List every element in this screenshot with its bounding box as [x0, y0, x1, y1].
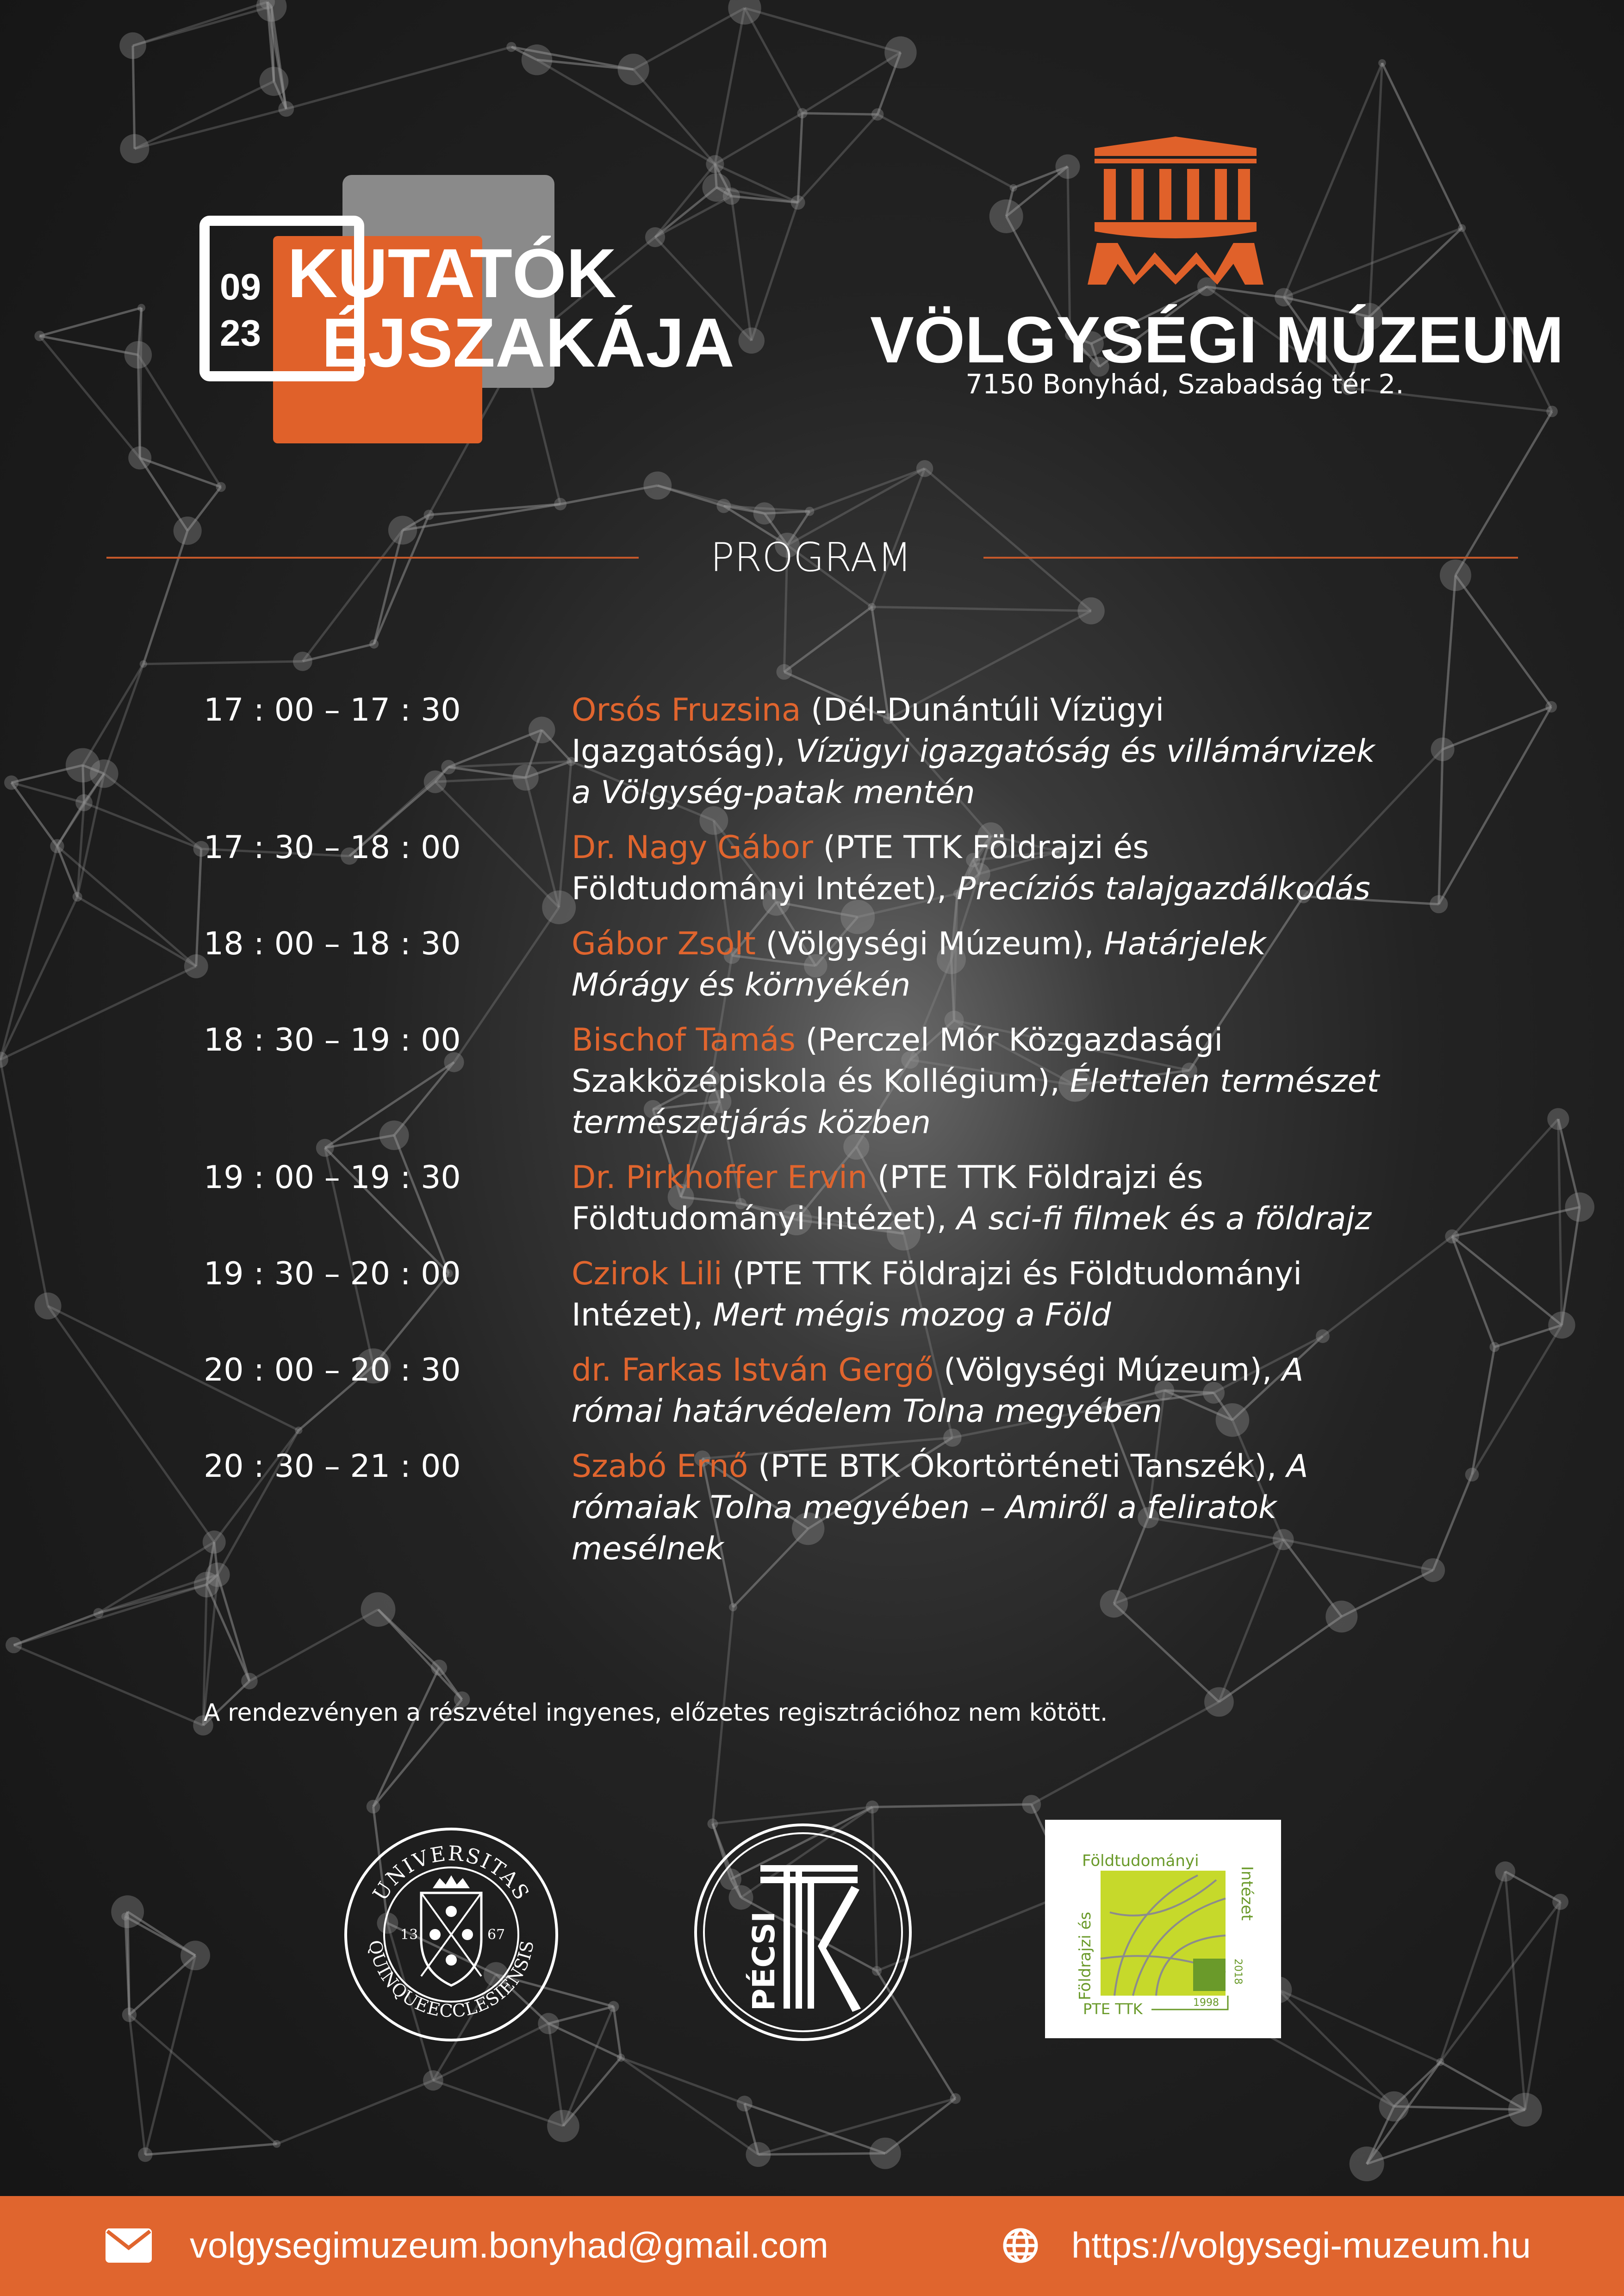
talk-title: Élettelen természet természetjárás közben	[572, 1063, 1380, 1141]
speaker-affiliation: (PTE TTK Földrajzi és Földtudományi Intézet),	[572, 1159, 1203, 1237]
institute-word1: Földtudományi	[1082, 1852, 1199, 1870]
seal-top-text: UNIVERSITAS	[368, 1842, 535, 1905]
schedule-time: 19 : 00 – 19 : 30	[204, 1159, 461, 1196]
talk-title: Precíziós talajgazdálkodás	[957, 871, 1370, 907]
speaker-affiliation: (Völgységi Múzeum),	[933, 1352, 1282, 1388]
schedule-time: 18 : 00 – 18 : 30	[204, 926, 461, 962]
seal-left-number: 13	[400, 1927, 418, 1943]
institute-word3: Földrajzi és	[1076, 1911, 1095, 2000]
speaker-affiliation: (PTE TTK Földrajzi és Földtudományi Intézet),	[572, 829, 1149, 907]
schedule-time: 20 : 00 – 20 : 30	[204, 1352, 461, 1388]
schedule-row	[204, 690, 1425, 813]
speaker-name: Dr. Pirkhoffer Ervin	[572, 1159, 868, 1196]
schedule-description	[572, 827, 1386, 909]
schedule	[204, 690, 1425, 1583]
svg-text:UNIVERSITAS	[368, 1842, 534, 1905]
institute-year-right: 2018	[1232, 1959, 1244, 1985]
seal-right-number: 67	[487, 1927, 505, 1943]
schedule-row	[204, 1253, 1425, 1336]
logo-date-top: 09	[220, 266, 261, 307]
talk-title: A rómaiak Tolna megyében – Amiről a feliratok mesélnek	[572, 1448, 1308, 1567]
speaker-name: Czirok Lili	[572, 1256, 722, 1292]
schedule-row	[204, 1157, 1425, 1239]
speaker-affiliation: (Völgységi Múzeum),	[755, 926, 1104, 962]
museum-name: VÖLGYSÉGI MÚZEUM	[870, 303, 1564, 377]
schedule-time: 17 : 00 – 17 : 30	[204, 692, 461, 728]
institute-word2: Intézet	[1238, 1866, 1256, 1921]
footer-website-link[interactable]: https://volgysegi-muzeum.hu	[1071, 2225, 1531, 2265]
talk-title: Mert mégis mozog a Föld	[713, 1297, 1111, 1333]
schedule-row	[204, 827, 1425, 909]
globe-icon	[1002, 2227, 1039, 2264]
logo-title-line1: KUTATÓK	[287, 234, 616, 312]
schedule-row	[204, 1020, 1425, 1143]
speaker-affiliation: (PTE BTK Ókortörténeti Tanszék),	[748, 1448, 1287, 1485]
free-entry-note: A rendezvényen a részvétel ingyenes, előzetes regisztrációhoz nem kötött.	[204, 1699, 1108, 1727]
speaker-name: dr. Farkas István Gergő	[572, 1352, 934, 1388]
talk-title: Vízügyi igazgatóság és villámárvizek a Völgység-patak mentén	[572, 733, 1375, 811]
speaker-affiliation: (Perczel Mór Közgazdasági Szakközépiskola és Kollégium),	[572, 1022, 1223, 1100]
schedule-row	[204, 1350, 1425, 1432]
schedule-description	[572, 690, 1386, 813]
program-heading: PROGRAM	[710, 535, 912, 581]
schedule-description	[572, 1350, 1386, 1432]
talk-title: Határjelek Mórágy és környékén	[572, 926, 1266, 1003]
institute-globe-logo-icon	[1045, 1820, 1281, 2038]
schedule-row	[204, 1446, 1425, 1569]
schedule-time: 20 : 30 – 21 : 00	[204, 1448, 461, 1485]
footer-bar	[0, 2196, 1624, 2296]
museum-building-icon	[1085, 137, 1266, 289]
speaker-name: Dr. Nagy Gábor	[572, 829, 813, 866]
speaker-affiliation: (Dél-Dunántúli Vízügyi Igazgatóság),	[572, 692, 1164, 770]
institute-year-bottom: 1998	[1193, 1997, 1219, 2009]
heading-rule-left	[106, 557, 639, 559]
footer-email-link[interactable]: volgysegimuzeum.bonyhad@gmail.com	[190, 2225, 828, 2265]
museum-address: 7150 Bonyhád, Szabadság tér 2.	[965, 368, 1404, 400]
schedule-row	[204, 923, 1425, 1006]
svg-text:QUINQUEECCLESIENSIS	[365, 1939, 538, 2022]
talk-title: A sci-fi filmek és a földrajz	[957, 1201, 1372, 1237]
speaker-name: Szabó Ernő	[572, 1448, 748, 1485]
mail-icon	[106, 2228, 152, 2263]
university-seal-icon	[340, 1823, 562, 2046]
speaker-name: Gábor Zsolt	[572, 926, 756, 962]
schedule-description	[572, 1020, 1386, 1143]
schedule-time: 19 : 30 – 20 : 00	[204, 1256, 461, 1292]
talk-title: A római határvédelem Tolna megyében	[572, 1352, 1304, 1430]
speaker-affiliation: (PTE TTK Földrajzi és Földtudományi Intézet),	[572, 1256, 1302, 1333]
heading-rule-right	[983, 557, 1518, 559]
speaker-name: Orsós Fruzsina	[572, 692, 801, 728]
logo-title-line2: ÉJSZAKÁJA	[322, 304, 734, 381]
schedule-description	[572, 923, 1386, 1006]
schedule-time: 18 : 30 – 19 : 00	[204, 1022, 461, 1058]
logo-date-bottom: 23	[220, 312, 261, 354]
kutatok-ejszakaja-logo	[197, 171, 734, 449]
schedule-description	[572, 1253, 1386, 1336]
schedule-description	[572, 1446, 1386, 1569]
institute-logo	[1045, 1820, 1281, 2038]
speaker-name: Bischof Tamás	[572, 1022, 796, 1058]
pecsi-ttk-logo-icon	[692, 1821, 914, 2043]
schedule-description	[572, 1157, 1386, 1239]
institute-faculty: PTE TTK	[1083, 2000, 1143, 2018]
pecsi-vertical-text: PÉCSI	[746, 1911, 782, 2011]
seal-bottom-text: QUINQUEECCLESIENSIS	[365, 1938, 538, 2022]
schedule-time: 17 : 30 – 18 : 00	[204, 829, 461, 866]
logo-date	[220, 264, 261, 356]
